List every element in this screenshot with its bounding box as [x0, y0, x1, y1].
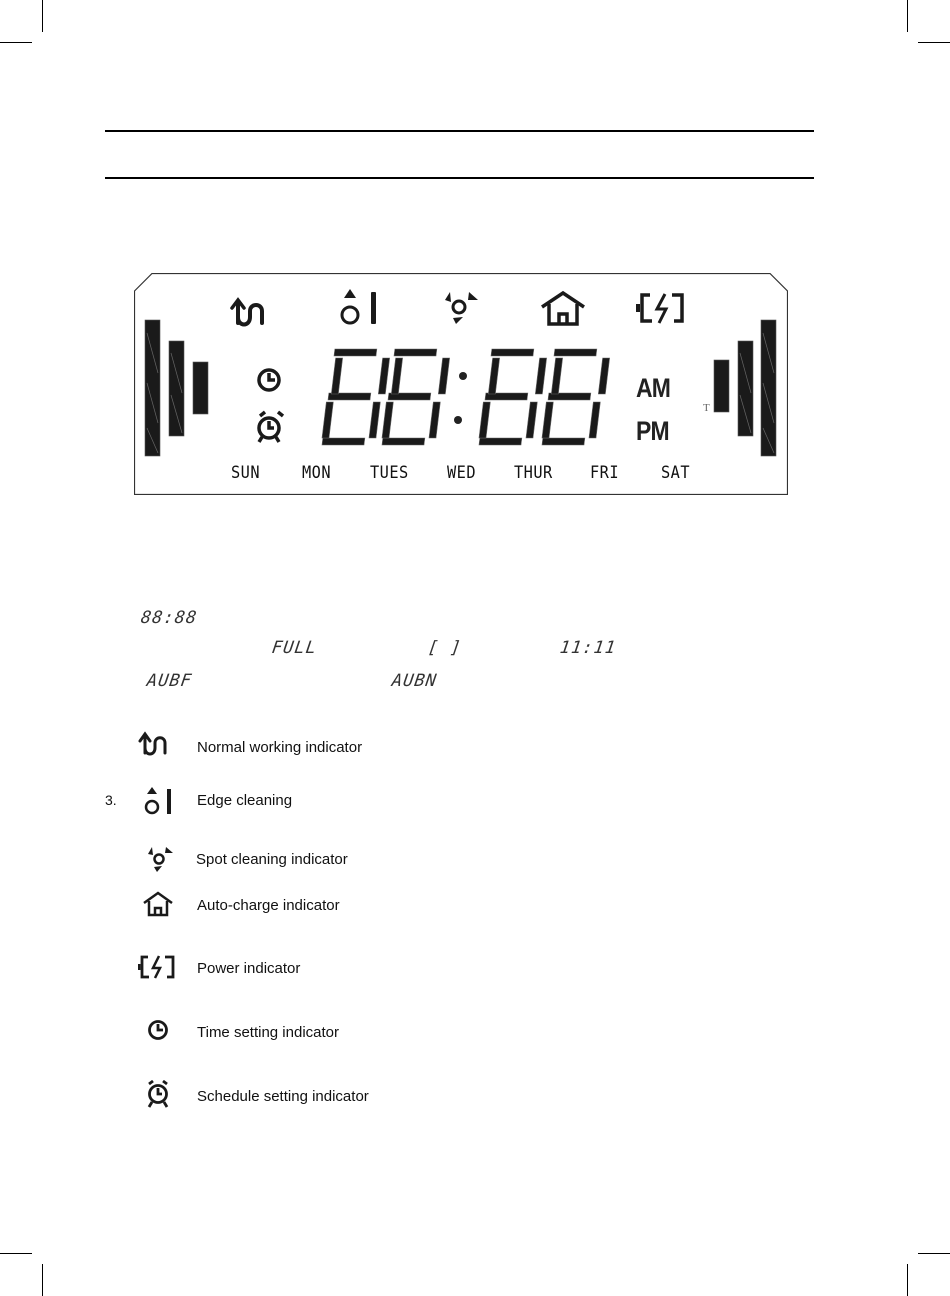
time-setting-icon	[259, 370, 279, 390]
day-sun: SUN	[231, 463, 260, 483]
pm-indicator: PM	[636, 416, 669, 446]
time-setting-icon	[146, 1018, 170, 1042]
header-rule-top	[105, 130, 814, 132]
power-icon	[138, 955, 178, 979]
edge-cleaning-icon	[342, 289, 376, 324]
legend-label-power: Power indicator	[197, 960, 301, 977]
crop-mark	[918, 42, 950, 43]
digit-1-segment	[378, 358, 389, 394]
digit-4-segment	[598, 358, 609, 394]
faint-mark: T	[703, 402, 710, 414]
code-brackets: [ ]	[426, 638, 464, 658]
digit-4-segment	[554, 349, 597, 356]
digit-4-segment	[542, 402, 553, 438]
legend-label-time-setting: Time setting indicator	[197, 1024, 340, 1041]
spot-cleaning-icon	[445, 292, 478, 324]
seven-segment-digits	[322, 349, 610, 445]
legend-label-spot-cleaning: Spot cleaning indicator	[196, 851, 348, 868]
crop-mark	[0, 42, 32, 43]
digit-3-segment	[479, 402, 490, 438]
day-thur: THUR	[514, 463, 553, 483]
digit-4-segment	[551, 358, 562, 394]
crop-mark	[918, 1253, 950, 1254]
colon-dot-bottom	[454, 416, 462, 424]
digit-3-segment	[526, 402, 537, 438]
day-sat: SAT	[661, 463, 690, 483]
auto-charge-icon	[542, 293, 584, 324]
digit-1-segment	[334, 349, 377, 356]
code-aubn: AUBN	[390, 671, 439, 691]
digit-2-segment	[394, 349, 437, 356]
spot-cleaning-icon	[145, 846, 175, 872]
schedule-setting-icon	[145, 1080, 171, 1108]
code-88-88: 88:88	[139, 608, 199, 628]
legend-label-edge-cleaning: Edge cleaning	[197, 792, 293, 809]
crop-mark	[907, 1264, 908, 1296]
digit-3-segment	[479, 438, 522, 445]
edge-cleaning-icon	[143, 786, 175, 816]
digit-4-segment	[542, 438, 585, 445]
list-number: 3.	[105, 792, 117, 808]
crop-mark	[42, 0, 43, 32]
digit-2-segment	[391, 358, 402, 394]
digit-1-segment	[322, 402, 333, 438]
day-tues: TUES	[370, 463, 409, 483]
crop-mark	[0, 1253, 32, 1254]
code-aubf: AUBF	[145, 671, 194, 691]
schedule-setting-icon	[259, 412, 283, 442]
am-indicator: AM	[636, 373, 670, 403]
crop-mark	[907, 0, 908, 32]
day-fri: FRI	[590, 463, 619, 483]
digit-1-segment	[369, 402, 380, 438]
digit-2-segment	[382, 438, 425, 445]
header-rule-bottom	[105, 177, 814, 179]
normal-working-icon	[232, 300, 266, 325]
digit-3-segment	[535, 358, 546, 394]
digit-2-segment	[382, 402, 393, 438]
digit-2-segment	[438, 358, 449, 394]
digit-3-segment	[491, 349, 534, 356]
power-icon	[638, 294, 682, 323]
colon-dot-top	[459, 372, 467, 380]
day-wed: WED	[447, 463, 476, 483]
digit-1-segment	[322, 438, 365, 445]
legend-label-schedule-setting: Schedule setting indicator	[197, 1088, 369, 1105]
legend-label-auto-charge: Auto-charge indicator	[197, 897, 340, 914]
digit-2-segment	[429, 402, 440, 438]
digit-4-segment	[589, 402, 600, 438]
crop-mark	[42, 1264, 43, 1296]
digit-1-segment	[331, 358, 342, 394]
normal-working-icon	[138, 729, 178, 757]
legend-label-normal-working: Normal working indicator	[197, 739, 363, 756]
digit-3-segment	[488, 358, 499, 394]
code-11-11: 11:11	[558, 638, 618, 658]
left-signal-bars	[145, 320, 208, 456]
day-mon: MON	[302, 463, 331, 483]
auto-charge-icon	[142, 891, 174, 917]
lcd-display-panel	[134, 273, 788, 495]
code-full: FULL	[270, 638, 319, 658]
